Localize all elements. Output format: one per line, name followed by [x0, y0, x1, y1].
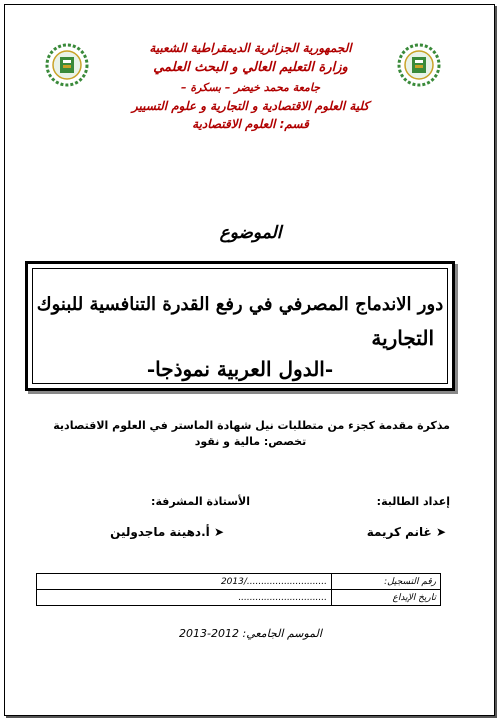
thesis-title-box [25, 261, 455, 391]
header-line-faculty: كلية العلوم الاقتصادية و التجارية و علوم التسيير [131, 99, 370, 113]
thesis-description: مذكرة مقدمة كجزء من متطلبات نيل شهادة الماستر في العلوم الاقتصادية [53, 419, 450, 432]
arrow-bullet-icon: ➤ [209, 525, 224, 539]
supervisor-label: الأستاذة المشرفة: [151, 495, 250, 508]
deposit-date-value: ............................... [37, 590, 332, 606]
specialization: تخصص: مالية و نقود [194, 435, 307, 448]
supervisor-name-text: أ.دهينة ماجدولين [110, 525, 210, 539]
registration-number-label: رقم التسجيل: [332, 574, 441, 590]
academic-season: الموسم الجامعي: 2012-2013 [179, 627, 322, 640]
document-page [4, 4, 495, 716]
thesis-title-line3: -الدول العربية نموذجا- [146, 357, 334, 381]
deposit-date-label: تاريخ الإيداع [332, 590, 441, 606]
deposit-row [37, 590, 441, 606]
student-name-text: غانم كريمة [366, 525, 432, 539]
student-name [367, 525, 446, 539]
arrow-bullet-icon: ➤ [431, 525, 446, 539]
supervisor-name [110, 525, 224, 539]
header-line-ministry: وزارة التعليم العالي و البحث العلمي [153, 60, 348, 75]
header-line-university: جامعة محمد خيضر – بسكرة – [180, 81, 321, 94]
thesis-title-line2: التجارية [371, 326, 434, 350]
registration-number-value: ............................/2013 [37, 574, 332, 590]
thesis-title-line1: دور الاندماج المصرفي في رفع القدرة التنافسية للبنوك [36, 294, 444, 315]
header-line-republic: الجمهورية الجزائرية الديمقراطية الشعبية [149, 41, 352, 55]
registration-row [37, 574, 441, 590]
header-line-department: قسم: العلوم الاقتصادية [192, 117, 309, 131]
registration-table [36, 573, 441, 606]
student-label: إعداد الطالبة: [376, 495, 450, 508]
subject-heading: الموضوع [219, 223, 282, 243]
